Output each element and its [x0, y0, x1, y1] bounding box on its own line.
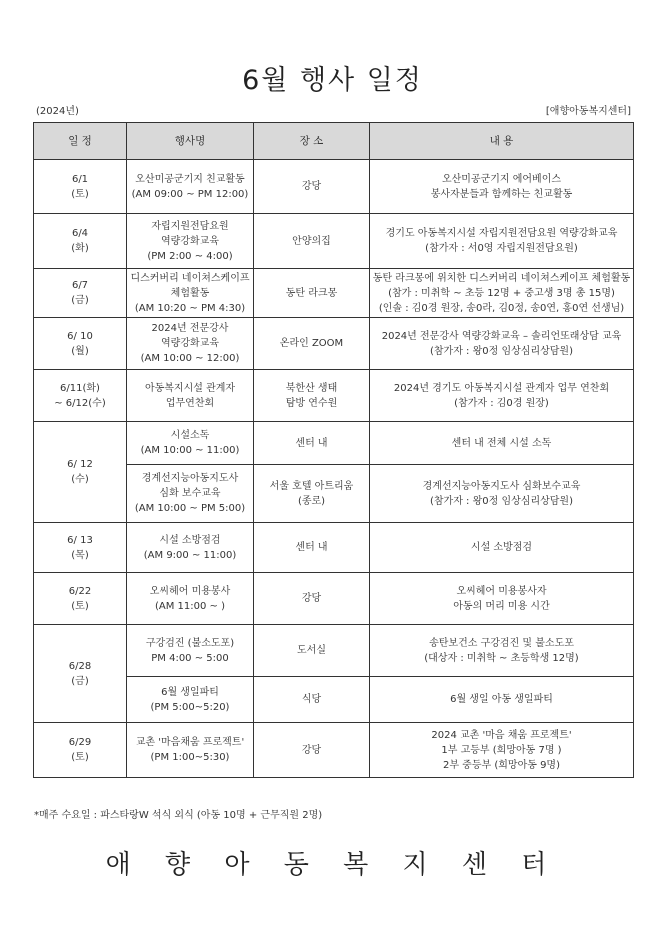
place-cell: 서울 호텔 아트리움 (종로) — [254, 465, 370, 523]
header-date: 일 정 — [34, 123, 127, 160]
footer-org-name: 애 향 아 동 복 지 센 터 — [105, 850, 560, 880]
date-cell: 6/4 (화) — [34, 214, 127, 269]
place-cell: 북한산 생태 탐방 연수원 — [254, 370, 370, 422]
content-cell: 오산미공군기지 에어베이스 봉사자분들과 함께하는 친교활동 — [370, 160, 634, 214]
place-cell: 식당 — [254, 677, 370, 723]
content-cell: 송탄보건소 구강검진 및 불소도포 (대상자 : 미취학 ~ 초등학생 12명) — [370, 625, 634, 677]
place-cell: 안양의집 — [254, 214, 370, 269]
table-row — [34, 214, 634, 269]
content-cell: 2024년 전문강사 역량강화교육 – 솔리언또래상담 교육 (참가자 : 왕0정 임상심리상담원) — [370, 318, 634, 370]
place-cell: 도서실 — [254, 625, 370, 677]
content-cell: 경기도 아동복지시설 자립지원전담요원 역량강화교육 (참가자 : 서0영 자립지원전담요원) — [370, 214, 634, 269]
table-row — [34, 269, 634, 318]
place-cell: 센터 내 — [254, 422, 370, 465]
table-row — [34, 723, 634, 778]
table-row — [34, 625, 634, 677]
date-cell: 6/7 (금) — [34, 269, 127, 318]
table-row — [34, 573, 634, 625]
content-cell: 경계선지능아동지도사 심화보수교육 (참가자 : 왕0정 임상심리상담원) — [370, 465, 634, 523]
event-cell: 자립지원전담요원 역량강화교육 (PM 2:00 ~ 4:00) — [127, 214, 254, 269]
header-content: 내 용 — [370, 123, 634, 160]
table-row — [34, 523, 634, 573]
table-row — [34, 422, 634, 465]
date-cell: 6/28 (금) — [34, 625, 127, 723]
org-label: [애향아동복지센터] — [545, 106, 631, 117]
place-cell: 강당 — [254, 723, 370, 778]
event-cell: 아동복지시설 관계자 업무연찬회 — [127, 370, 254, 422]
date-cell: 6/ 10 (월) — [34, 318, 127, 370]
event-cell: 오산미공군기지 친교활동 (AM 09:00 ~ PM 12:00) — [127, 160, 254, 214]
table-row — [34, 318, 634, 370]
content-cell: 오씨헤어 미용봉사자 아동의 머리 미용 시간 — [370, 573, 634, 625]
date-cell: 6/1 (토) — [34, 160, 127, 214]
event-cell: 시설 소방점검 (AM 9:00 ~ 11:00) — [127, 523, 254, 573]
date-cell: 6/ 12 (수) — [34, 422, 127, 523]
event-cell: 구강검진 (불소도포) PM 4:00 ~ 5:00 — [127, 625, 254, 677]
table-header-row — [34, 123, 634, 160]
date-cell: 6/29 (토) — [34, 723, 127, 778]
date-cell: 6/22 (토) — [34, 573, 127, 625]
content-cell: 시설 소방점검 — [370, 523, 634, 573]
event-cell: 경계선지능아동지도사 심화 보수교육 (AM 10:00 ~ PM 5:00) — [127, 465, 254, 523]
header-place: 장 소 — [254, 123, 370, 160]
header-event: 행사명 — [127, 123, 254, 160]
content-cell: 동탄 라크몽에 위치한 디스커버리 네이쳐스케이프 체험활동 (참가 : 미취학 ~ 초등 12명 + 중고생 3명 총 15명) (인솔 : 김0경 원장, 송0라, 김0정, 송0연, 홍0연 선생님) — [370, 269, 634, 318]
table-row — [34, 160, 634, 214]
date-cell: 6/11(화) ~ 6/12(수) — [34, 370, 127, 422]
place-cell: 강당 — [254, 573, 370, 625]
schedule-table — [33, 122, 634, 778]
weekly-note: *매주 수요일 : 파스타랑W 석식 외식 (아동 10명 + 근무직원 2명) — [34, 810, 323, 821]
content-cell: 센터 내 전체 시설 소독 — [370, 422, 634, 465]
place-cell: 센터 내 — [254, 523, 370, 573]
table-row — [34, 370, 634, 422]
page-title: 6월 행사 일정 — [242, 65, 423, 96]
place-cell: 동탄 라크몽 — [254, 269, 370, 318]
year-label: (2024년) — [36, 106, 79, 117]
place-cell: 온라인 ZOOM — [254, 318, 370, 370]
content-cell: 2024년 경기도 아동복지시설 관계자 업무 연찬회 (참가자 : 김0경 원장) — [370, 370, 634, 422]
date-cell: 6/ 13 (목) — [34, 523, 127, 573]
content-cell: 2024 교촌 '마음 채움 프로젝트' 1부 고등부 (희망아동 7명 ) 2부 중등부 (희망아동 9명) — [370, 723, 634, 778]
event-cell: 시설소독 (AM 10:00 ~ 11:00) — [127, 422, 254, 465]
place-cell: 강당 — [254, 160, 370, 214]
event-cell: 교촌 '마음채움 프로젝트' (PM 1:00~5:30) — [127, 723, 254, 778]
event-cell: 디스커버리 네이쳐스케이프 체험활동 (AM 10:20 ~ PM 4:30) — [127, 269, 254, 318]
event-cell: 2024년 전문강사 역량강화교육 (AM 10:00 ~ 12:00) — [127, 318, 254, 370]
event-cell: 오씨헤어 미용봉사 (AM 11:00 ~ ) — [127, 573, 254, 625]
content-cell: 6월 생일 아동 생일파티 — [370, 677, 634, 723]
event-cell: 6월 생일파티 (PM 5:00~5:20) — [127, 677, 254, 723]
